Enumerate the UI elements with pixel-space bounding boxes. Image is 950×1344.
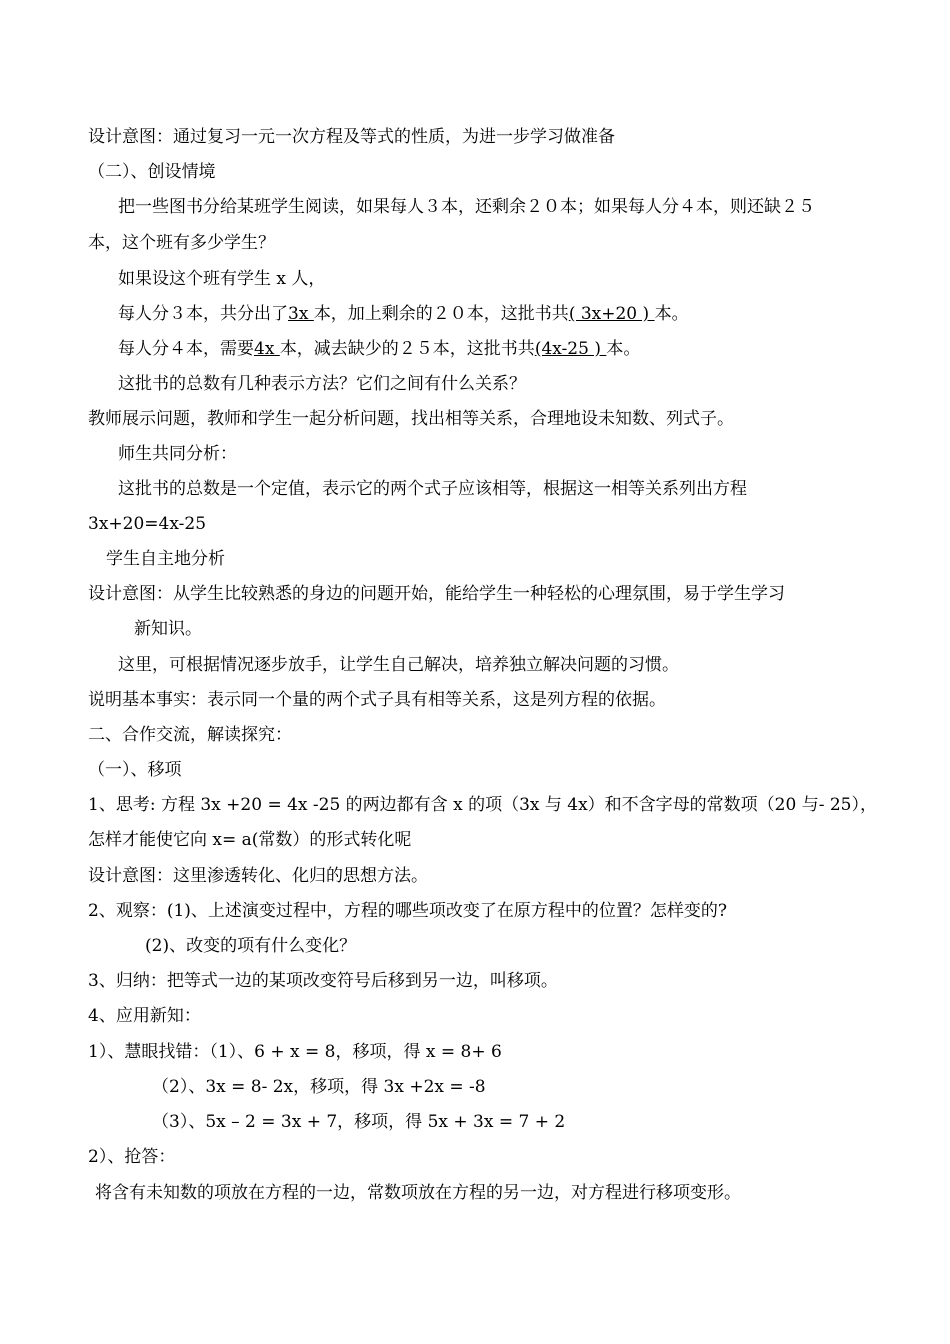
- assumption-line: 如果设这个班有学生 x 人，: [118, 269, 326, 289]
- find-error-item-1: 1）、慧眼找错：（1）、6 + x = 8，移项，得 x = 8+ 6: [88, 1042, 502, 1062]
- problem-text-line1: 把一些图书分给某班学生阅读，如果每人３本，还剩余２０本；如果每人分４本，则还缺２５: [118, 197, 815, 217]
- underlined-answer: (4x-25 ): [534, 339, 607, 359]
- text-segment: 本。: [606, 339, 641, 359]
- find-error-item-3: （3）、5x – 2 = 3x + 7，移项，得 5x + 3x = 7 + 2: [152, 1112, 566, 1132]
- think-item-line1: 1、思考: 方程 3x +20 = 4x -25 的两边都有含 x 的项（3x 与 4x）和不含字母的常数项（20 与- 25），: [88, 795, 877, 815]
- four-per-person-line: [118, 337, 640, 361]
- joint-analysis-label: 师生共同分析：: [118, 444, 237, 464]
- text-segment: 本，减去缺少的２５本，这批书共: [279, 339, 535, 359]
- teacher-display-line: 教师展示问题，教师和学生一起分析问题，找出相等关系，合理地设未知数、列式子。: [88, 409, 734, 429]
- apply-heading: 4、应用新知：: [88, 1006, 201, 1026]
- underlined-answer: 3x: [288, 304, 314, 324]
- observe-item-1: 2、观察：(1)、上述演变过程中，方程的哪些项改变了在原方程中的位置？怎样变的?: [88, 901, 728, 921]
- quick-answer-heading: 2）、抢答：: [88, 1147, 176, 1167]
- gradual-release-line: 这里，可根据情况逐步放手，让学生自己解决，培养独立解决问题的习惯。: [118, 655, 679, 675]
- design-intent-familiar: 设计意图：从学生比较熟悉的身边的问题开始，能给学生一种轻松的心理氛围，易于学生学习: [88, 584, 785, 604]
- three-per-person-line: [118, 302, 689, 326]
- text-segment: 本。: [654, 304, 689, 324]
- think-item-line2: 怎样才能使它向 x= a(常数）的形式转化呢: [88, 830, 412, 850]
- find-error-item-2: （2）、3x = 8- 2x，移项，得 3x +2x = -8: [152, 1077, 486, 1097]
- text-segment: 每人分４本，需要: [118, 339, 254, 359]
- student-analysis-label: 学生自主地分析: [106, 549, 225, 569]
- basic-fact-line: 说明基本事实：表示同一个量的两个式子具有相等关系，这是列方程的依据。: [88, 690, 666, 710]
- question-line: 这批书的总数有几种表示方法？它们之间有什么关系？: [118, 374, 526, 394]
- analysis-text: 这批书的总数是一个定值，表示它的两个式子应该相等，根据这一相等关系列出方程: [118, 479, 747, 499]
- text-segment: 每人分３本，共分出了: [118, 304, 288, 324]
- underlined-answer: ( 3x+20 ): [568, 304, 655, 324]
- section-heading-explore: 二、合作交流，解读探究：: [88, 725, 292, 745]
- quick-answer-text: 将含有未知数的项放在方程的一边，常数项放在方程的另一边，对方程进行移项变形。: [95, 1183, 741, 1203]
- subsection-heading-transpose: （一）、移项: [88, 760, 182, 780]
- summary-item: 3、归纳：把等式一边的某项改变符号后移到另一边，叫移项。: [88, 971, 558, 991]
- problem-text-line2: 本，这个班有多少学生？: [88, 233, 275, 253]
- observe-item-2: (2)、改变的项有什么变化？: [145, 936, 357, 956]
- text-segment: 本，加上剩余的２０本，这批书共: [313, 304, 569, 324]
- design-intent-continuation: 新知识。: [134, 619, 202, 639]
- underlined-answer: 4x: [254, 339, 280, 359]
- design-intent-transform: 设计意图：这里渗透转化、化归的思想方法。: [88, 866, 428, 886]
- design-intent-review: 设计意图：通过复习一元一次方程及等式的性质，为进一步学习做准备: [88, 127, 615, 147]
- equation-line: 3x+20=4x-25: [88, 514, 207, 534]
- section-heading-scenario: （二）、创设情境: [88, 162, 216, 182]
